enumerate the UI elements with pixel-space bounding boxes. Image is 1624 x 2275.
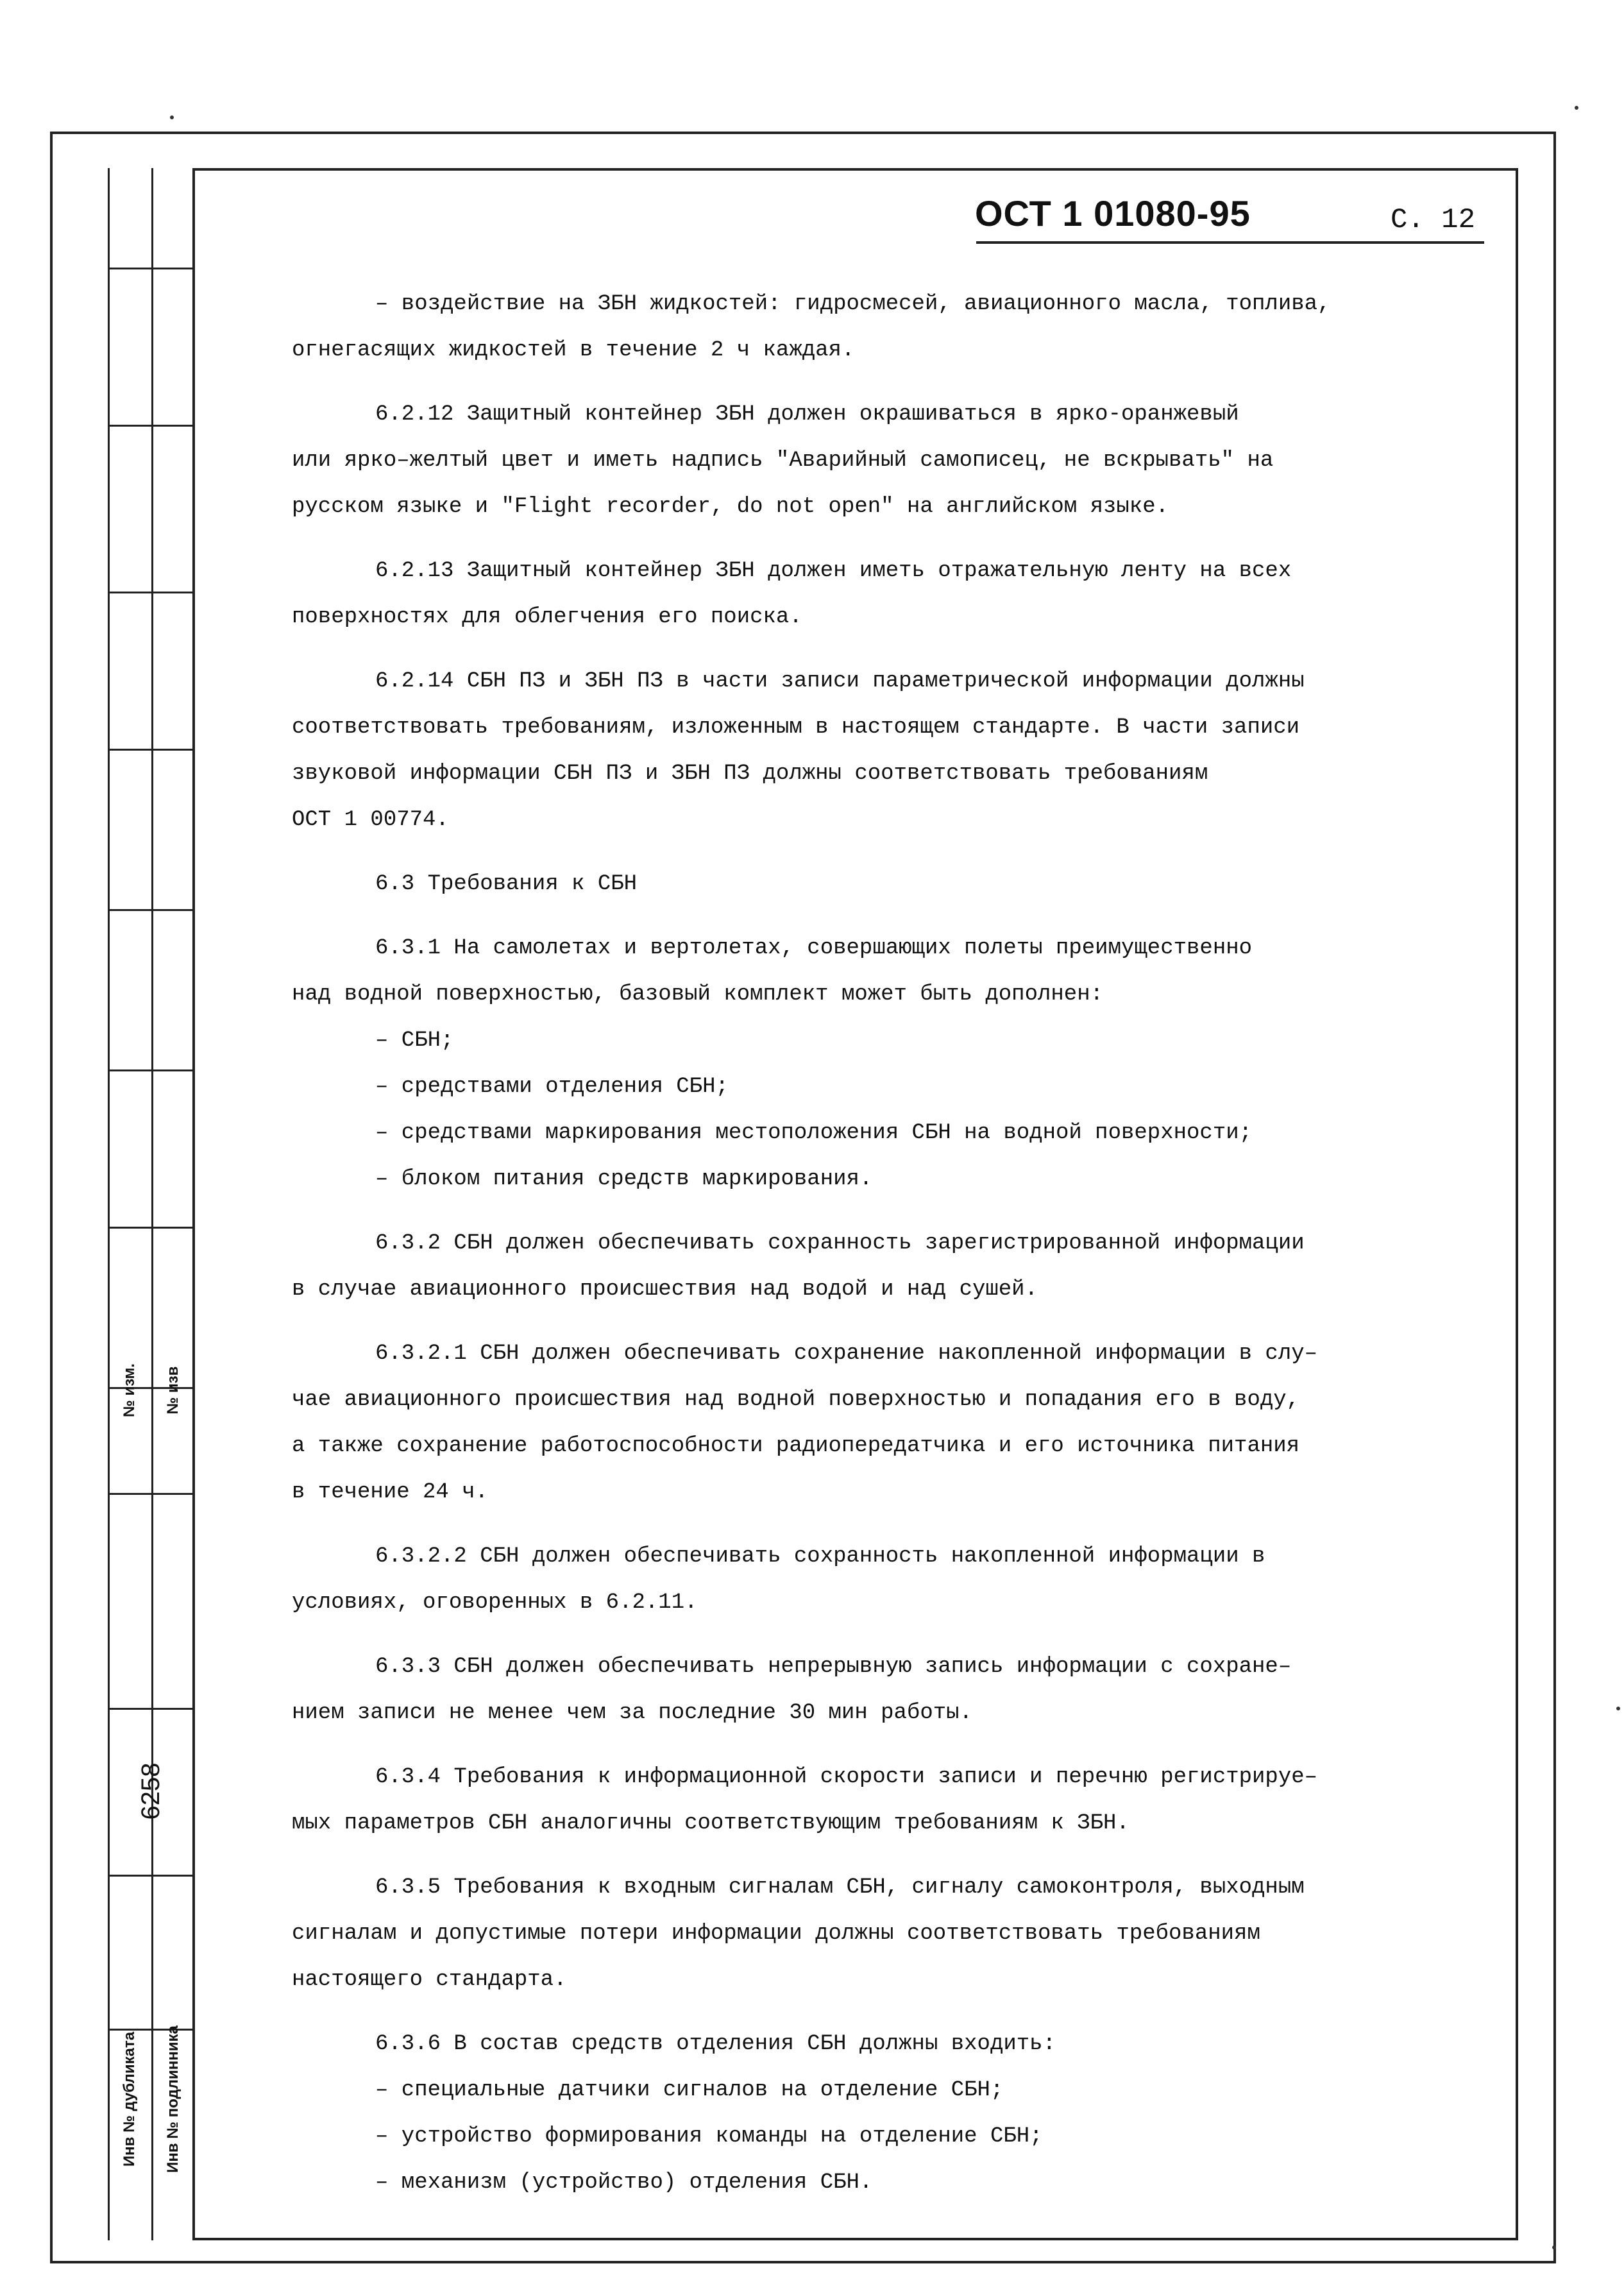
section-heading-6-3: 6.3 Требования к СБН bbox=[375, 872, 638, 896]
inv-dubl-label: Инв № дубликата bbox=[121, 2031, 138, 2167]
strip-column-1 bbox=[108, 168, 151, 2240]
strip-divider bbox=[108, 1875, 195, 1877]
inv-podl-label: Инв № подлинника bbox=[164, 2025, 182, 2173]
paragraph-6-2-13: 6.2.13 Защитный контейнер ЗБН должен иметь отражательную ленту на всех bbox=[375, 559, 1292, 583]
paragraph-6-3-1: 6.3.1 На самолетах и вертолетах, совершающих полеты преимущественно bbox=[375, 936, 1253, 960]
strip-divider bbox=[108, 592, 195, 593]
list-item: – средствами отделения СБН; bbox=[375, 1075, 729, 1099]
text-line: нием записи не менее чем за последние 30 мин работы. bbox=[292, 1701, 972, 1725]
strip-divider bbox=[108, 909, 195, 911]
izm-label: № изм. bbox=[121, 1363, 138, 1417]
text-line: а также сохранение работоспособности радиопередатчика и его источника питания bbox=[292, 1434, 1300, 1458]
paragraph-6-3-2-1: 6.3.2.1 СБН должен обеспечивать сохранение накопленной информации в слу– bbox=[375, 1342, 1318, 1366]
document-code: ОСТ 1 01080-95 bbox=[975, 193, 1251, 234]
page-number: С. 12 bbox=[1390, 204, 1475, 236]
text-line: огнегасящих жидкостей в течение 2 ч каждая. bbox=[292, 338, 855, 362]
text-line: настоящего стандарта. bbox=[292, 1968, 567, 1992]
strip-divider bbox=[108, 749, 195, 751]
scan-speck bbox=[1552, 2245, 1556, 2249]
list-item: – средствами маркирования местоположения СБН на водной поверхности; bbox=[375, 1121, 1253, 1145]
strip-divider bbox=[108, 1227, 195, 1229]
text-line: мых параметров СБН аналогичны соответствующим требованиям к ЗБН. bbox=[292, 1811, 1129, 1836]
text-line: ОСТ 1 00774. bbox=[292, 808, 449, 832]
header-rule bbox=[976, 241, 1484, 244]
text-line: в течение 24 ч. bbox=[292, 1480, 489, 1504]
text-line: – воздействие на ЗБН жидкостей: гидросмесей, авиационного масла, топлива, bbox=[375, 292, 1331, 316]
strip-divider bbox=[108, 268, 195, 269]
document-body bbox=[292, 281, 1459, 2206]
scan-speck bbox=[1616, 1707, 1620, 1710]
list-item: – механизм (устройство) отделения СБН. bbox=[375, 2170, 873, 2195]
strip-divider bbox=[108, 1708, 195, 1710]
izv-label: № изв bbox=[164, 1366, 182, 1415]
paragraph-6-2-12: 6.2.12 Защитный контейнер ЗБН должен окрашиваться в ярко-оранжевый bbox=[375, 402, 1239, 427]
paragraph-6-3-3: 6.3.3 СБН должен обеспечивать непрерывную запись информации с сохране– bbox=[375, 1655, 1292, 1679]
paragraph-6-2-14: 6.2.14 СБН ПЗ и ЗБН ПЗ в части записи параметрической информации должны bbox=[375, 669, 1305, 694]
margin-strip bbox=[108, 168, 195, 2240]
strip-divider bbox=[108, 1069, 195, 1071]
text-line: в случае авиационного происшествия над водой и над сушей. bbox=[292, 1277, 1038, 1302]
list-item: – специальные датчики сигналов на отделение СБН; bbox=[375, 2078, 1004, 2102]
text-line: над водной поверхностью, базовый комплект может быть дополнен: bbox=[292, 982, 1104, 1007]
text-line: звуковой информации СБН ПЗ и ЗБН ПЗ должны соответствовать требованиям bbox=[292, 762, 1208, 786]
text-line: соответствовать требованиям, изложенным в настоящем стандарте. В части записи bbox=[292, 715, 1300, 740]
text-line: поверхностях для облегчения его поиска. bbox=[292, 605, 802, 629]
strip-column-2 bbox=[151, 168, 195, 2240]
paragraph-6-3-2-2: 6.3.2.2 СБН должен обеспечивать сохранность накопленной информации в bbox=[375, 1544, 1265, 1569]
inv-number: 6258 bbox=[137, 1762, 165, 1820]
paragraph-6-3-4: 6.3.4 Требования к информационной скорости записи и перечню регистрируе– bbox=[375, 1765, 1318, 1789]
paragraph-6-3-6: 6.3.6 В состав средств отделения СБН должны входить: bbox=[375, 2032, 1056, 2056]
scan-speck bbox=[1575, 106, 1578, 110]
page-header bbox=[975, 192, 1488, 241]
list-item: – устройство формирования команды на отделение СБН; bbox=[375, 2124, 1043, 2149]
text-line: сигналам и допустимые потери информации должны соответствовать требованиям bbox=[292, 1921, 1260, 1946]
list-item: – СБН; bbox=[375, 1028, 454, 1053]
strip-divider bbox=[108, 425, 195, 427]
text-line: чае авиационного происшествия над водной поверхностью и попадания его в воду, bbox=[292, 1388, 1300, 1412]
paragraph-6-3-2: 6.3.2 СБН должен обеспечивать сохранность зарегистрированной информации bbox=[375, 1231, 1305, 1256]
text-line: русском языке и "Flight recorder, do not open" на английском языке. bbox=[292, 495, 1169, 519]
paragraph-6-3-5: 6.3.5 Требования к входным сигналам СБН, сигналу самоконтроля, выходным bbox=[375, 1875, 1305, 1900]
list-item: – блоком питания средств маркирования. bbox=[375, 1167, 873, 1191]
scan-speck bbox=[170, 115, 174, 119]
text-line: условиях, оговоренных в 6.2.11. bbox=[292, 1590, 698, 1615]
text-line: или ярко–желтый цвет и иметь надпись "Аварийный самописец, не вскрывать" на bbox=[292, 448, 1274, 473]
